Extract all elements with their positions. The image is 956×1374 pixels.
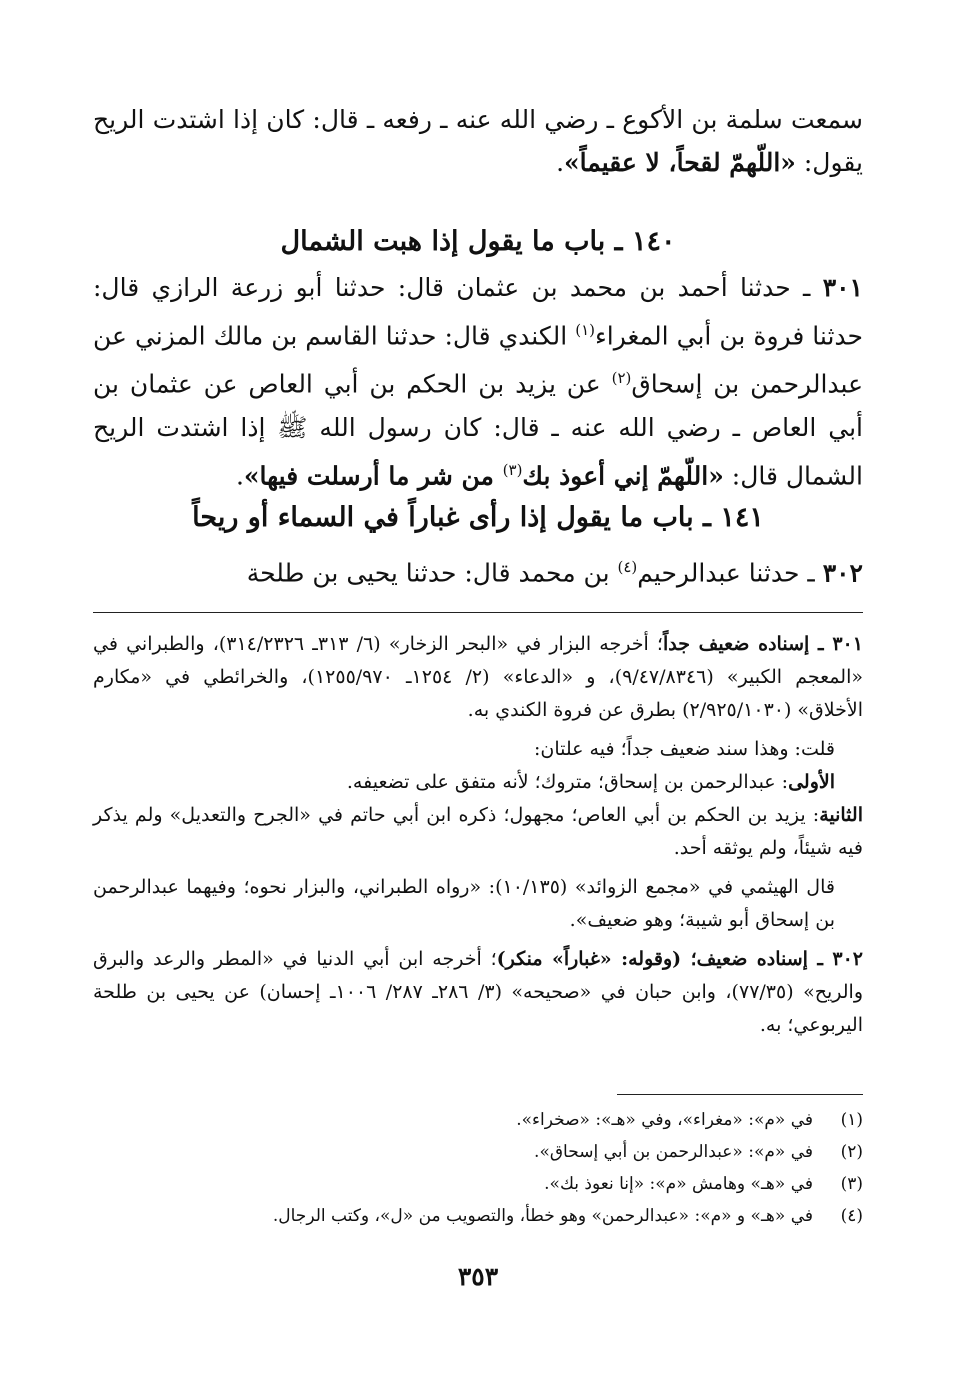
footnote-ref-2: (٢) xyxy=(611,369,632,388)
ref-number: (٢) xyxy=(840,1142,863,1162)
hadith-302-text-b: بن محمد قال: حدثنا يحيى بن طلحة xyxy=(246,558,618,588)
hadith-301-dua-b: من شر ما أرسلت فيها» xyxy=(243,460,503,490)
ref-text: في «هـ» وهامش «م»: «إنا نعوذ بك». xyxy=(544,1174,813,1194)
note-301-grade: ـ إسناده ضعيف جداً xyxy=(662,633,833,655)
hadith-302-text-a: ـ حدثنا عبدالرحيم xyxy=(637,558,823,588)
hadith-302 xyxy=(93,546,863,594)
intro-end: . xyxy=(556,148,565,177)
note-302-number: ٣٠٢ xyxy=(832,948,863,970)
hadith-301-number: ٣٠١ xyxy=(822,273,863,302)
note-301-number: ٣٠١ xyxy=(832,633,863,655)
ref-row xyxy=(93,1200,863,1232)
ref-row xyxy=(93,1136,863,1168)
hadith-301-dua-a: «اللّهمّ إني أعوذ بك xyxy=(522,460,724,490)
takhrij-notes xyxy=(93,628,863,1042)
ref-number: (١) xyxy=(840,1110,863,1130)
note-302-text: ؛ أخرجه ابن أبي الدنيا في «المطر والرعد والبرق والريح» (٧٧/٣٥)، وابن حبان في «صحيحه» (٣/ ٢٨٦ـ ٢٨٧/ ١٠٠٦ـ إحسان) عن يحيى بن طلحة اليربوعي؛ به. xyxy=(93,948,863,1036)
hadith-301-end: . xyxy=(235,460,244,490)
second-cause-label: الثانية xyxy=(819,804,863,826)
footnote-ref-4: (٤) xyxy=(617,558,638,576)
footnote-ref-3: (٣) xyxy=(502,460,523,479)
note-haythami: قال الهيثمي في «مجمع الزوائد» (١٠/١٣٥): «رواه الطبراني، والبزار نحوه؛ وفيهما عبدالرحمن بن إسحاق أبو شيبة؛ وهو ضعيف». xyxy=(93,876,835,931)
chapter-heading-140: ١٤٠ ـ باب ما يقول إذا هبت الشمال xyxy=(280,226,676,257)
ref-text: في «هـ» و «م»: «عبدالرحمن» وهو خطأ، والتصويب من «ل»، وكتب الرجال. xyxy=(272,1206,813,1226)
note-qult: قلت: وهذا سند ضعيف جداً؛ فيه علتان: xyxy=(534,738,835,760)
footnote-separator xyxy=(93,612,863,613)
note-302 xyxy=(93,943,863,1042)
intro-paragraph xyxy=(93,98,863,184)
intro-line-1: سمعت سلمة بن الأكوع ـ رضي الله عنه ـ رفعه ـ قال: كان إذا اشتدت xyxy=(152,105,863,134)
ref-text: في «م»: «مغراء»، وفي «هـ»: «صخراء». xyxy=(516,1110,813,1130)
first-cause-label: الأولى xyxy=(788,771,835,793)
note-301 xyxy=(93,628,863,727)
second-cause-text: : يزيد بن الحكم بن أبي العاص؛ مجهول؛ ذكره ابن أبي حاتم في «الجرح والتعديل» ولم يذكر فيه شيئاً، ولم يوثقه أحد. xyxy=(93,804,863,859)
hadith-302-number: ٣٠٢ xyxy=(822,558,863,588)
intro-dua: «اللّهمّ لقحاً، لا عقيماً» xyxy=(564,148,796,177)
hadith-301-text-a: ـ حدثنا أحمد بن محمد بن عثمان قال: حدثنا أبو زرعة الرازي قال: حدثنا فروة بن أبي المغراء xyxy=(93,273,863,351)
first-cause-text: : عبدالرحمن بن إسحاق؛ متروك؛ لأنه متفق على تضعيفه. xyxy=(346,771,789,793)
hadith-301-text-c: عن يزيد بن الحكم بن أبي العاص عن عثمان بن أبي العاص ـ رضي الله عنه ـ قال: كان رسول الله ﷺ إذا اشتدت الريح الشمال قال: xyxy=(93,369,863,490)
ref-number: (٤) xyxy=(840,1206,863,1226)
intro-line-2-prefix: الريح يقول: xyxy=(93,105,863,177)
ref-number: (٣) xyxy=(840,1174,863,1194)
refs-separator xyxy=(617,1094,863,1095)
page-number: ٣٥٣ xyxy=(457,1262,499,1291)
note-second-cause xyxy=(93,799,863,865)
ref-row xyxy=(93,1168,863,1200)
note-first-cause xyxy=(93,766,863,799)
hadith-301 xyxy=(93,266,863,497)
hadith-301-text-b: الكندي قال: حدثنا القاسم بن مالك المزني عن عبدالرحمن بن إسحاق xyxy=(93,321,863,399)
ref-text: في «م»: «عبدالرحمن بن أبي إسحاق». xyxy=(534,1142,813,1162)
footnote-ref-1: (١) xyxy=(575,321,596,339)
ref-row xyxy=(93,1104,863,1136)
note-302-grade: ـ إسناده ضعيف؛ (وقوله: «غباراً» منكر) xyxy=(496,948,833,970)
note-301-text: ؛ أخرجه البزار في «البحر الزخار» (٦/ ٣١٣ـ ٣١٤/٢٣٢٦)، والطبراني في «المعجم الكبير» (٩/٤٧/٨٣٤٦)، و «الدعاء» (٢/ ١٢٥٤ـ ١٢٥٥/٩٧٠)، والخرائطي في «مكارم الأخلاق» (٢/٩٢٥/١٠٣٠) بطرق عن فروة الكندي به. xyxy=(93,633,863,721)
chapter-heading-141: ١٤١ ـ باب ما يقول إذا رأى غباراً في السماء أو ريحاً xyxy=(192,502,764,533)
manuscript-refs xyxy=(93,1104,863,1232)
